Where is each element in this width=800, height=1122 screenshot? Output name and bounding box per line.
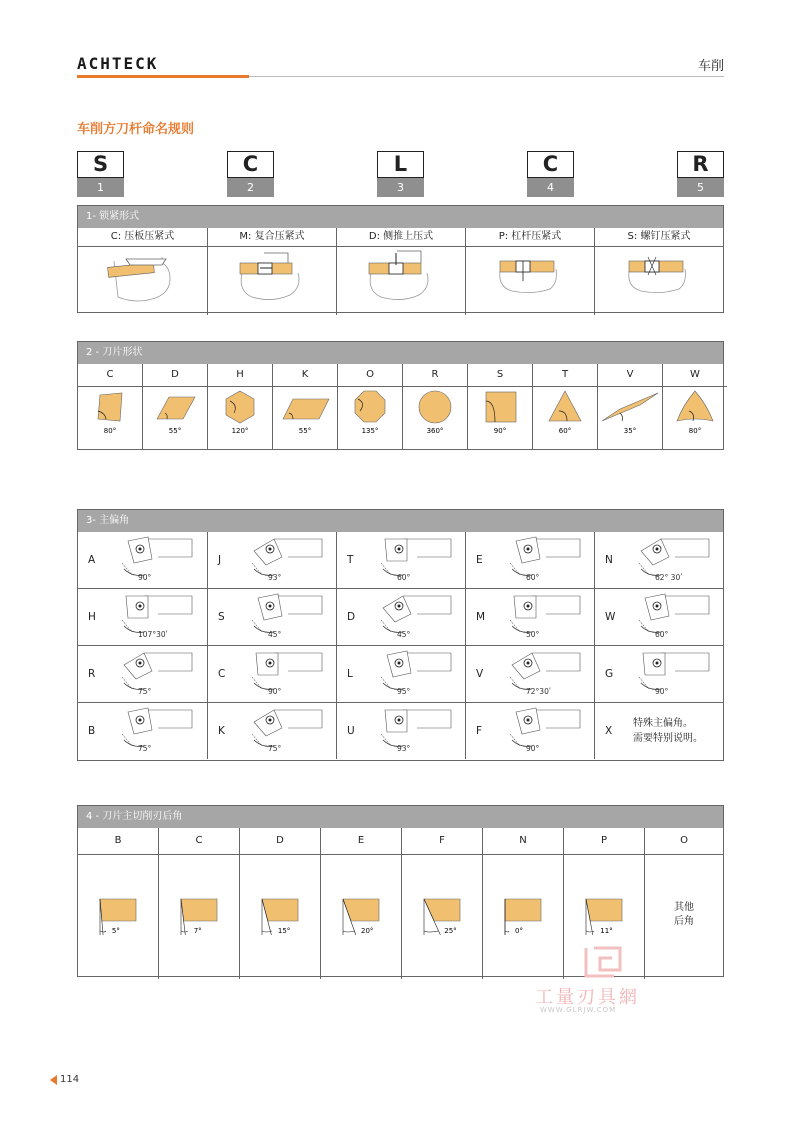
clearance-angle-value: 0° <box>515 927 523 935</box>
approach-cell <box>594 646 723 702</box>
approach-letter: M <box>476 611 486 623</box>
code-box-4 <box>527 151 574 197</box>
clearance-angle-value: 20° <box>361 927 374 935</box>
shape-letter: R <box>403 364 467 387</box>
shape-item-v <box>597 364 662 449</box>
insert-section <box>343 899 379 921</box>
clearance-cell <box>78 828 158 979</box>
shape-letter: H <box>208 364 272 387</box>
insert-triangle-icon <box>533 387 597 437</box>
clamp-diagram <box>595 247 723 311</box>
shape-item-s <box>467 364 532 449</box>
toolholder-diagram <box>248 535 334 585</box>
insert-section <box>100 899 136 921</box>
toolholder-diagram <box>118 649 204 699</box>
section-title: 1- 锁紧形式 <box>78 206 723 228</box>
approach-cell <box>465 532 594 588</box>
approach-letter: E <box>476 554 483 566</box>
shape-item-h <box>207 364 272 449</box>
approach-letter: X <box>605 725 613 737</box>
clamp-diagram <box>466 247 594 311</box>
shape-item-w <box>662 364 727 449</box>
toolholder-diagram <box>506 706 592 756</box>
approach-angle-value: 90° <box>526 744 540 753</box>
approach-angle-value: 62° 30ʹ <box>655 573 683 582</box>
header-accent-line <box>77 75 249 78</box>
shape-item-d <box>142 364 207 449</box>
shape-angle: 120° <box>231 427 249 435</box>
page-arrow-icon <box>50 1075 57 1085</box>
toolholder-diagram <box>506 592 592 642</box>
approach-angle-value: 93° <box>268 573 282 582</box>
angle-arc <box>505 931 509 932</box>
clearance-diagram <box>483 855 563 975</box>
shape-item-c <box>78 364 142 449</box>
code-letter: R <box>677 151 724 178</box>
shape-angle: 360° <box>426 427 444 435</box>
clamp-label: D: 侧推上压式 <box>337 228 465 247</box>
approach-letter: T <box>347 554 354 566</box>
approach-letter: A <box>88 554 96 566</box>
approach-letter: C <box>218 668 226 680</box>
approach-cell <box>78 703 207 759</box>
shape-angle: 60° <box>558 427 572 435</box>
code-letter: L <box>377 151 424 178</box>
insert-section <box>424 899 460 921</box>
approach-letter: N <box>605 554 613 566</box>
approach-letter: W <box>605 611 616 623</box>
approach-cell <box>336 589 465 645</box>
shape-letter: T <box>533 364 597 387</box>
approach-row <box>78 645 723 702</box>
special-note <box>633 716 703 746</box>
approach-letter: D <box>347 611 356 623</box>
approach-row <box>78 532 723 588</box>
approach-angle-value: 60° <box>655 630 669 639</box>
clearance-letter: D <box>240 828 320 855</box>
clearance-angle-value: 5° <box>111 927 120 935</box>
insert-section <box>586 899 622 921</box>
page-number: 114 <box>60 1074 80 1085</box>
shape-letter: V <box>598 364 662 387</box>
approach-angle-value: 72°30ʹ <box>526 687 551 696</box>
code-letter: C <box>227 151 274 178</box>
brand-logo: ACHTECK <box>77 54 159 73</box>
code-box-2 <box>227 151 274 197</box>
approach-cell <box>336 532 465 588</box>
approach-cell <box>465 589 594 645</box>
angle-arc <box>181 931 188 932</box>
approach-letter: J <box>218 554 222 566</box>
code-number: 2 <box>227 178 274 197</box>
shape-letter: K <box>273 364 337 387</box>
approach-angle-grid <box>78 532 723 759</box>
approach-angle-value: 45° <box>268 630 282 639</box>
approach-cell <box>594 532 723 588</box>
approach-angle-value: 75° <box>138 687 152 696</box>
approach-letter: R <box>88 668 96 680</box>
approach-letter: B <box>88 725 96 737</box>
angle-arc <box>586 931 594 932</box>
section-approach-angle <box>77 509 724 761</box>
section-insert-shape <box>77 341 724 450</box>
clearance-cell <box>320 828 401 979</box>
section-clamping <box>77 205 724 313</box>
code-number: 5 <box>677 178 724 197</box>
clearance-diagram <box>78 855 158 975</box>
approach-row <box>78 588 723 645</box>
insert-parallelogram-icon <box>273 387 337 437</box>
clamp-item-d <box>336 228 465 315</box>
approach-cell <box>336 703 465 759</box>
header-divider <box>249 76 724 77</box>
approach-angle-value: 60° <box>526 573 540 582</box>
shape-letter: O <box>338 364 402 387</box>
approach-letter: L <box>347 668 353 680</box>
toolholder-diagram <box>377 649 463 699</box>
clearance-letter: E <box>321 828 401 855</box>
approach-angle-value: 60° <box>397 573 411 582</box>
clearance-letter: N <box>483 828 563 855</box>
clamp-label: M: 复合压紧式 <box>208 228 336 247</box>
shape-letter: S <box>468 364 532 387</box>
shape-item-o <box>337 364 402 449</box>
shape-item-t <box>532 364 597 449</box>
clamp-item-p <box>465 228 594 315</box>
approach-row <box>78 702 723 759</box>
shape-angle: 80° <box>103 427 117 435</box>
clamp-diagram <box>337 247 465 311</box>
insert-trigon-icon <box>663 387 727 437</box>
approach-angle-value: 90° <box>268 687 282 696</box>
approach-letter: U <box>347 725 355 737</box>
approach-angle-value: 75° <box>268 744 282 753</box>
toolholder-diagram <box>506 535 592 585</box>
shape-letter: W <box>663 364 727 387</box>
toolholder-diagram <box>377 706 463 756</box>
approach-cell <box>207 589 336 645</box>
approach-cell <box>78 589 207 645</box>
toolholder-diagram <box>248 649 334 699</box>
approach-letter: G <box>605 668 614 680</box>
code-box-5 <box>677 151 724 197</box>
approach-cell <box>594 589 723 645</box>
insert-rhombic-55-icon <box>143 387 207 437</box>
insert-round-icon <box>403 387 467 437</box>
clearance-diagram <box>240 855 320 975</box>
shape-item-k <box>272 364 337 449</box>
clearance-angle-value: 7° <box>193 927 202 935</box>
shape-item-r <box>402 364 467 449</box>
clamp-label: S: 螺钉压紧式 <box>595 228 723 247</box>
toolholder-diagram <box>635 649 721 699</box>
shape-angle: 55° <box>298 427 312 435</box>
approach-letter: K <box>218 725 225 737</box>
approach-angle-value: 93° <box>397 744 411 753</box>
approach-letter: S <box>218 611 225 623</box>
clearance-cell <box>158 828 239 979</box>
approach-angle-value: 90° <box>655 687 669 696</box>
clearance-letter: O <box>645 828 723 855</box>
clearance-letter: P <box>564 828 644 855</box>
special-note-line: 特殊主偏角。 <box>633 718 693 729</box>
clearance-diagram <box>402 855 482 975</box>
watermark-text: 工量刃具網 <box>535 987 640 1008</box>
clamp-diagram <box>78 247 206 311</box>
clearance-diagram <box>321 855 401 975</box>
clearance-angle-value: 11° <box>600 927 613 935</box>
watermark-logo-icon <box>580 942 640 982</box>
other-note-line: 后角 <box>674 916 694 927</box>
toolholder-diagram <box>118 535 204 585</box>
shape-angle: 135° <box>361 427 379 435</box>
approach-cell <box>207 703 336 759</box>
shape-angle: 80° <box>688 427 702 435</box>
toolholder-diagram <box>377 535 463 585</box>
clearance-letter: F <box>402 828 482 855</box>
approach-cell <box>78 646 207 702</box>
approach-angle-value: 107°30ʹ <box>138 630 168 639</box>
approach-angle-value: 45° <box>397 630 411 639</box>
clamp-item-m <box>207 228 336 315</box>
section-title: 4 - 刀片主切削刃后角 <box>78 806 723 828</box>
clearance-cell <box>239 828 320 979</box>
clearance-cell <box>482 828 563 979</box>
insert-section <box>505 899 541 921</box>
approach-cell <box>465 646 594 702</box>
section-title: 3- 主偏角 <box>78 510 723 532</box>
code-number: 3 <box>377 178 424 197</box>
shape-angle: 35° <box>623 427 637 435</box>
shape-angle: 90° <box>493 427 507 435</box>
approach-angle-value: 75° <box>138 744 152 753</box>
clearance-angle-value: 15° <box>277 927 291 935</box>
clearance-letter: C <box>159 828 239 855</box>
page-title: 车削方刀杆命名规则 <box>77 122 195 137</box>
shape-angle: 55° <box>168 427 182 435</box>
other-note-line: 其他 <box>674 902 694 913</box>
toolholder-diagram <box>377 592 463 642</box>
approach-cell <box>78 532 207 588</box>
insert-hexagon-icon <box>208 387 272 437</box>
code-number: 4 <box>527 178 574 197</box>
approach-cell <box>594 703 723 759</box>
insert-section <box>181 899 217 921</box>
insert-rhombic-80-icon <box>78 387 142 437</box>
code-box-1 <box>77 151 124 197</box>
code-letter: S <box>77 151 124 178</box>
approach-angle-value: 95° <box>397 687 411 696</box>
clamp-item-c <box>78 228 207 315</box>
insert-octagon-icon <box>338 387 402 437</box>
insert-rhombic-35-icon <box>598 387 662 437</box>
approach-letter: F <box>476 725 483 737</box>
toolholder-diagram <box>635 592 721 642</box>
clamp-label: P: 杠杆压紧式 <box>466 228 594 247</box>
code-number: 1 <box>77 178 124 197</box>
special-note-line: 需要特别说明。 <box>633 733 703 744</box>
angle-arc <box>343 931 355 932</box>
clearance-cell <box>644 828 723 979</box>
code-letter: C <box>527 151 574 178</box>
approach-cell <box>465 703 594 759</box>
approach-angle-value: 50° <box>526 630 540 639</box>
toolholder-diagram <box>248 706 334 756</box>
other-note <box>645 901 723 929</box>
clamp-label: C: 压板压紧式 <box>78 228 207 247</box>
approach-cell <box>207 532 336 588</box>
approach-angle-value: 90° <box>138 573 152 582</box>
shape-letter: C <box>78 364 142 387</box>
section-name: 车削 <box>697 59 724 74</box>
shape-letter: D <box>143 364 207 387</box>
approach-cell <box>336 646 465 702</box>
clearance-diagram <box>159 855 239 975</box>
toolholder-diagram <box>248 592 334 642</box>
insert-square-icon <box>468 387 532 437</box>
approach-letter: V <box>476 668 484 680</box>
clearance-letter: B <box>78 828 158 855</box>
watermark-url: WWW.GLRJW.COM <box>540 1006 617 1014</box>
clamp-item-s <box>594 228 723 315</box>
clamp-diagram <box>208 247 336 311</box>
clearance-cell <box>401 828 482 979</box>
code-box-3 <box>377 151 424 197</box>
section-title: 2 - 刀片形状 <box>78 342 723 364</box>
angle-arc <box>424 931 438 932</box>
insert-section <box>262 899 298 921</box>
approach-letter: H <box>88 611 96 623</box>
clearance-angle-value: 25° <box>444 927 457 935</box>
toolholder-diagram <box>118 706 204 756</box>
approach-cell <box>207 646 336 702</box>
